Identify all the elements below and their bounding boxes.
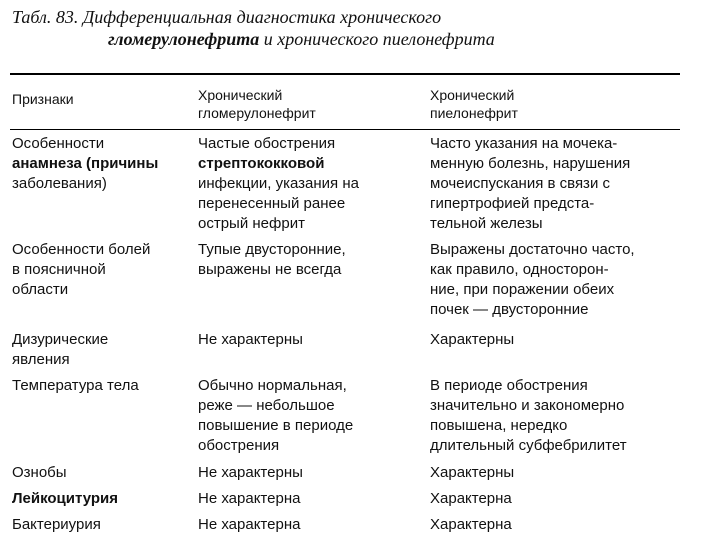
row-anamnesis-glomerulonephritis <box>198 134 420 234</box>
row-leukocyturia-glomerulonephritis: Не характерна <box>198 490 301 507</box>
row-pain-pyelonephritis: Выражены достаточно часто, как правило, односторон- ние, при поражении обеих почек — двусторонние <box>430 241 635 318</box>
row-pain-glomerulonephritis: Тупые двусторонние, выражены не всегда <box>198 241 346 278</box>
row-bacteriuria-glomerulonephritis: Не характерна <box>198 516 301 533</box>
row-dysuria-sign: Дизурические явления <box>12 331 109 368</box>
row-pain-sign: Особенности болей в поясничной области <box>12 241 151 298</box>
header-signs: Признаки <box>12 91 74 107</box>
row-chills-pyelonephritis: Характерны <box>430 464 515 481</box>
caption-number: Табл. 83. <box>12 7 79 27</box>
header-glomerulonephritis: Хронический гломерулонефрит <box>198 87 316 121</box>
table-caption <box>12 6 712 50</box>
sign-emphasis: анамнеза (причины <box>12 155 159 172</box>
row-dysuria-pyelonephritis: Характерны <box>430 331 515 348</box>
gn-emphasis: стрептококковой <box>198 155 325 172</box>
caption-line-2: и хронического пиелонефрита <box>263 29 495 49</box>
row-anamnesis-sign <box>12 134 192 194</box>
row-bacteriuria-pyelonephritis: Характерна <box>430 516 512 533</box>
row-bacteriuria-sign: Бактериурия <box>12 516 101 533</box>
sign-text: заболевания) <box>12 175 107 192</box>
row-anamnesis-pyelonephritis: Часто указания на мочека- менную болезнь, нарушения мочеиспускания в связи с гипертрофией предста- тельной железы <box>430 135 631 232</box>
row-leukocyturia-pyelonephritis: Характерна <box>430 490 512 507</box>
row-leukocyturia-sign: Лейкоцитурия <box>12 490 119 507</box>
row-temperature-sign: Температура тела <box>12 377 139 394</box>
header-rule <box>10 129 680 130</box>
sign-text: Особенности <box>12 135 105 152</box>
row-chills-sign: Ознобы <box>12 464 67 481</box>
gn-text: инфекции, указания на перенесенный ранее острый нефрит <box>198 175 359 232</box>
table-top-rule <box>10 73 680 75</box>
header-pyelonephritis: Хронический пиелонефрит <box>430 87 518 121</box>
row-chills-glomerulonephritis: Не характерны <box>198 464 303 481</box>
row-temperature-glomerulonephritis: Обычно нормальная, реже — небольшое повышение в периоде обострения <box>198 377 354 454</box>
row-dysuria-glomerulonephritis: Не характерны <box>198 331 303 348</box>
gn-text: Частые обострения <box>198 135 336 152</box>
caption-line-1: Дифференциальная диагностика хронического <box>82 7 442 27</box>
row-temperature-pyelonephritis: В периоде обострения значительно и закономерно повышена, нередко длительный субфебрилитет <box>430 377 627 454</box>
caption-bold-word: гломерулонефрита <box>108 29 260 49</box>
